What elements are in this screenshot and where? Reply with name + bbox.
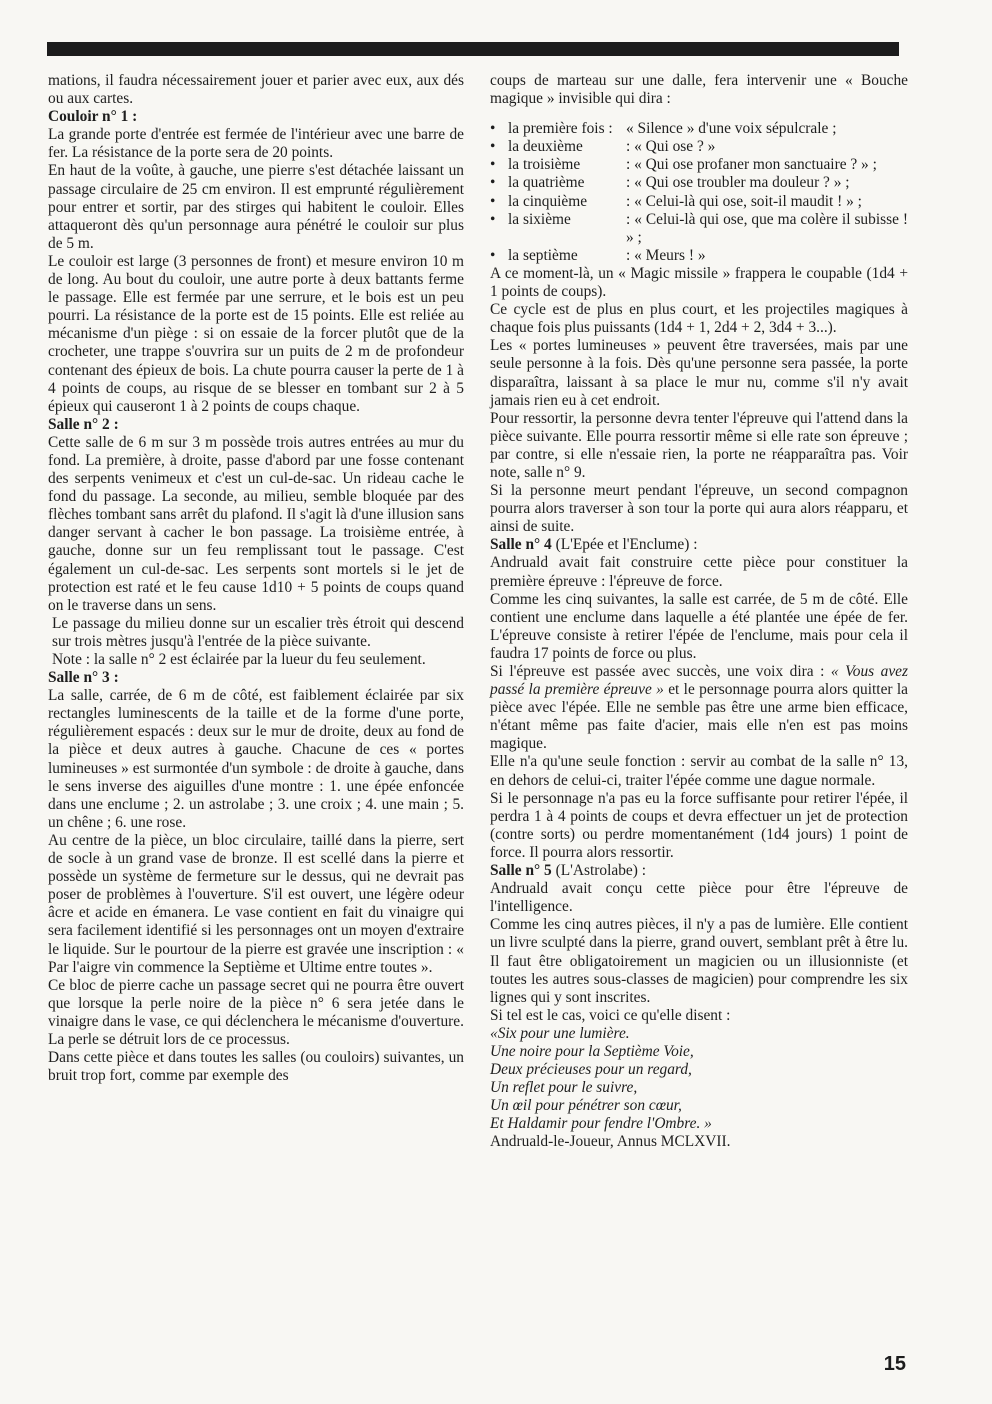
list-item — [490, 211, 908, 247]
paragraph: Ce cycle est de plus en plus court, et les projectiles magiques à chaque fois plus puissants (1d4 + 1, 2d4 + 2, 3d4 + 3...). — [490, 301, 908, 337]
paragraph: Elle n'a qu'une seule fonction : servir au combat de la salle n° 13, en dehors de celui-ci, traiter l'épée comme une dague normale. — [490, 753, 908, 789]
left-column — [48, 72, 464, 1085]
paragraph: mations, il faudra nécessairement jouer et parier avec eux, aux dés ou aux cartes. — [48, 72, 464, 108]
paragraph: Andruald avait conçu cette pièce pour être l'épreuve de l'intelligence. — [490, 880, 908, 916]
paragraph: Si la personne meurt pendant l'épreuve, un second compagnon pourra alors traverser à son tour la porte qui aura alors réapparu, et ainsi de suite. — [490, 482, 908, 536]
list-item-text: « Silence » d'une voix sépulcrale ; — [626, 120, 837, 138]
list-item-text: : « Celui-là qui ose, que ma colère il subisse ! » ; — [626, 210, 908, 246]
list-item-label: la deuxième — [508, 138, 583, 156]
paragraph: coups de marteau sur une dalle, fera intervenir une « Bouche magique » invisible qui dira : — [490, 72, 908, 108]
poem-line: Deux précieuses pour un regard, — [490, 1061, 692, 1079]
paragraph: Si le personnage n'a pas eu la force suffisante pour retirer l'épée, il perdra 1 à 4 points de coups et devra effectuer un jet de protection (contre sorts) ou perdre momentanément (1d4 jours) 1 point de force. Il pourra alors ressortir. — [490, 789, 908, 861]
list-item-text: : « Qui ose troubler ma douleur ? » ; — [626, 174, 850, 192]
list-item-label: la première fois : — [508, 120, 613, 138]
text-span: Si l'épreuve est passée avec succès, une voix dira : — [490, 663, 825, 680]
list-item-text: : « Meurs ! » — [626, 246, 706, 264]
header-rule — [47, 42, 899, 56]
heading-label: Salle n° 5 — [490, 862, 552, 880]
list-item — [490, 120, 908, 138]
poem-line: Une noire pour la Septième Voie, — [490, 1042, 694, 1060]
page-number: 15 — [883, 1353, 906, 1375]
section-heading-salle-4 — [490, 536, 908, 554]
paragraph: Cette salle de 6 m sur 3 m possède trois autres entrées au mur du fond. La première, à droite, passe d'abord par une fosse contenant des serpents venimeux et c'est un cul-de-sac. Un rideau cache le fond du passage. La seconde, au milieu, semble bloquée par des flèches tombant sans arrêt du plafond. Il s'agit là d'une illusion sans danger servant à cacher le bon passage. La troisième entrée, à gauche, donne sur un feu remplissant tout le passage. C'est également un cul-de-sac. Les serpents sont mortels si le jet de protection est raté et le feu cause 1d10 + 5 points de coups quand on le traverse dans un sens. — [48, 433, 464, 614]
voice-cycle-list — [490, 120, 908, 265]
list-item-text: : « Qui ose ? » — [626, 138, 716, 156]
list-item — [490, 156, 908, 174]
paragraph: Ce bloc de pierre cache un passage secret qui ne pourra être ouvert que lorsque la perle noire de la pièce n° 6 sera jetée dans le vinaigre dans le vase, ce qui déclenchera le mécanisme d'ouverture. La perle se détruit lors de ce processus. — [48, 976, 464, 1048]
list-item — [490, 193, 908, 211]
bullet-icon: • — [490, 246, 496, 264]
quoted-phrase: « Vous avez passé la première épreuve » — [490, 663, 908, 699]
paragraph: Pour ressortir, la personne devra tenter l'épreuve qui l'attend dans la pièce suivante. Elle pourra ressortir même si elle rate son épreuve ; par contre, si elle n'essaie rien, la porte ne réapparaîtra pas. Voir note, salle n° 9. — [490, 409, 908, 481]
paragraph: Note : la salle n° 2 est éclairée par la lueur du feu seulement. — [52, 651, 426, 668]
bullet-icon: • — [490, 156, 496, 174]
list-item — [490, 138, 908, 156]
poem-line: Un reflet pour le suivre, — [490, 1079, 638, 1097]
paragraph — [490, 663, 908, 753]
section-heading-couloir-1: Couloir n° 1 : — [48, 108, 138, 126]
paragraph: Le passage du milieu donne sur un escalier très étroit qui descend sur trois mètres jusqu'à l'entrée de la pièce suivante. — [52, 614, 464, 650]
list-item-text: : « Celui-là qui ose, soit-il maudit ! » ; — [626, 192, 862, 210]
section-heading-salle-3: Salle n° 3 : — [48, 669, 119, 687]
list-item — [490, 174, 908, 192]
section-heading-salle-2: Salle n° 2 : — [48, 415, 119, 433]
list-item-label: la quatrième — [508, 174, 585, 192]
heading-label: Salle n° 4 — [490, 536, 552, 554]
list-item-label: la sixième — [508, 210, 571, 228]
list-item-text: : « Qui ose profaner mon sanctuaire ? » ; — [626, 156, 877, 174]
bullet-icon: • — [490, 138, 496, 156]
paragraph: Comme les cinq suivantes, la salle est carrée, de 5 m de côté. Elle contient une enclume dans laquelle a été plantée une épée de fer. L'épreuve consiste à retirer l'épée de l'enclume, mais pour cela il faudra 17 points de force ou plus. — [490, 590, 908, 662]
right-column — [490, 72, 908, 1152]
poem-line: Un œil pour pénétrer son cœur, — [490, 1097, 682, 1115]
bullet-icon: • — [490, 120, 496, 138]
poem-inscription — [490, 1025, 908, 1134]
paragraph: Au centre de la pièce, un bloc circulaire, taillé dans la pierre, sert de socle à un grand vase de bronze. Il est scellé dans la pierre et possède un système de fermeture sur le dessus, qui ne devrait pas poser de problèmes à l'ouverture. S'il est ouvert, une légère odeur âcre et acide en émanera. Le vase contient en fait du vinaigre qui sera facilement identifié si les personnages ont un moyen d'extraire le liquide. Sur le pourtour de la pierre est gravée une inscription : « Par l'aigre vin commence la Septième et Ultime entre toutes ». — [48, 831, 464, 976]
paragraph: La salle, carrée, de 6 m de côté, est faiblement éclairée par six rectangles luminescents de la taille et de la forme d'une porte, régulièrement espacés : deux sur le mur de droite, deux au fond de la pièce et deux autres à gauche. Chacune de ces « portes lumineuses » est surmontée d'un symbole : de droite à gauche, dans le sens inverse des aiguilles d'une montre : 1. une épée enfoncée dans une enclume ; 2. un astrolabe ; 3. une croix ; 4. une main ; 5. un chêne ; 6. une rose. — [48, 687, 464, 831]
paragraph: Dans cette pièce et dans toutes les salles (ou couloirs) suivantes, un bruit trop fort, comme par exemple des — [48, 1049, 464, 1085]
section-heading-salle-5 — [490, 862, 908, 880]
heading-subtitle: (L'Astrolabe) : — [555, 862, 646, 880]
bullet-icon: • — [490, 192, 496, 210]
poem-line: «Six pour une lumière. — [490, 1024, 630, 1042]
signature: Andruald-le-Joueur, Annus MCLXVII. — [490, 1133, 731, 1151]
list-item — [490, 247, 908, 265]
list-item-label: la cinquième — [508, 192, 588, 210]
paragraph: Comme les cinq autres pièces, il n'y a pas de lumière. Elle contient un livre sculpté dans la pierre, grand ouvert, semblant prêt à être lu. Il faut être obligatoirement un magicien ou un illusionniste (et toutes les autres sous-classes de magicien) pour comprendre les six lignes qui y sont inscrites. — [490, 916, 908, 1006]
bullet-icon: • — [490, 210, 496, 228]
heading-subtitle: (L'Epée et l'Enclume) : — [555, 536, 698, 554]
paragraph: Si tel est le cas, voici ce qu'elle disent : — [490, 1006, 731, 1024]
paragraph: Andruald avait fait construire cette pièce pour constituer la première épreuve : l'épreuve de force. — [490, 554, 908, 590]
paragraph: La grande porte d'entrée est fermée de l'intérieur avec une barre de fer. La résistance de la porte sera de 20 points. — [48, 126, 464, 162]
bullet-icon: • — [490, 174, 496, 192]
poem-line: Et Haldamir pour fendre l'Ombre. » — [490, 1115, 712, 1133]
list-item-label: la septième — [508, 246, 578, 264]
paragraph: Le couloir est large (3 personnes de front) et mesure environ 10 m de long. Au bout du couloir, une autre porte à deux battants ferme le passage. Elle est fermée par une serrure, et le bois est un peu pourri. La résistance de la porte est de 15 points. Elle est reliée au mécanisme d'un piège : si on essaie de la forcer plutôt que de la crocheter, une trappe s'ouvrira sur un puits de 2 m de profondeur contenant des épieux de bois. La chute pourra causer la perte de 1 à 4 points de coups, au risque de se blesser en tombant sur 2 à 5 épieux qui causeront 1 à 2 points de coups chaque. — [48, 252, 464, 415]
list-item-label: la troisième — [508, 156, 581, 174]
paragraph: En haut de la voûte, à gauche, une pierre s'est détachée laissant un passage circulaire de 25 cm environ. Il est emprunté régulièrement pour entrer et sortir, par des stirges qui habitent le couloir. Elles attaqueront dès qu'un personnage aura pénétré le couloir sur plus de 5 m. — [48, 162, 464, 252]
paragraph: A ce moment-là, un « Magic missile » frappera le coupable (1d4 + 1 points de coups). — [490, 264, 908, 301]
text-span: et le personnage pourra alors quitter la pièce avec l'épée. Elle ne semble pas être une arme bien efficace, n'étant même pas faite d'acier, mais elle n'en est pas moins magique. — [490, 681, 908, 753]
paragraph: Les « portes lumineuses » peuvent être traversées, mais par une seule personne à la fois. Dès qu'une personne sera passée, la porte disparaîtra, laissant à sa place le mur nu, comme s'il n'y avait jamais rien eu à cet endroit. — [490, 337, 908, 409]
